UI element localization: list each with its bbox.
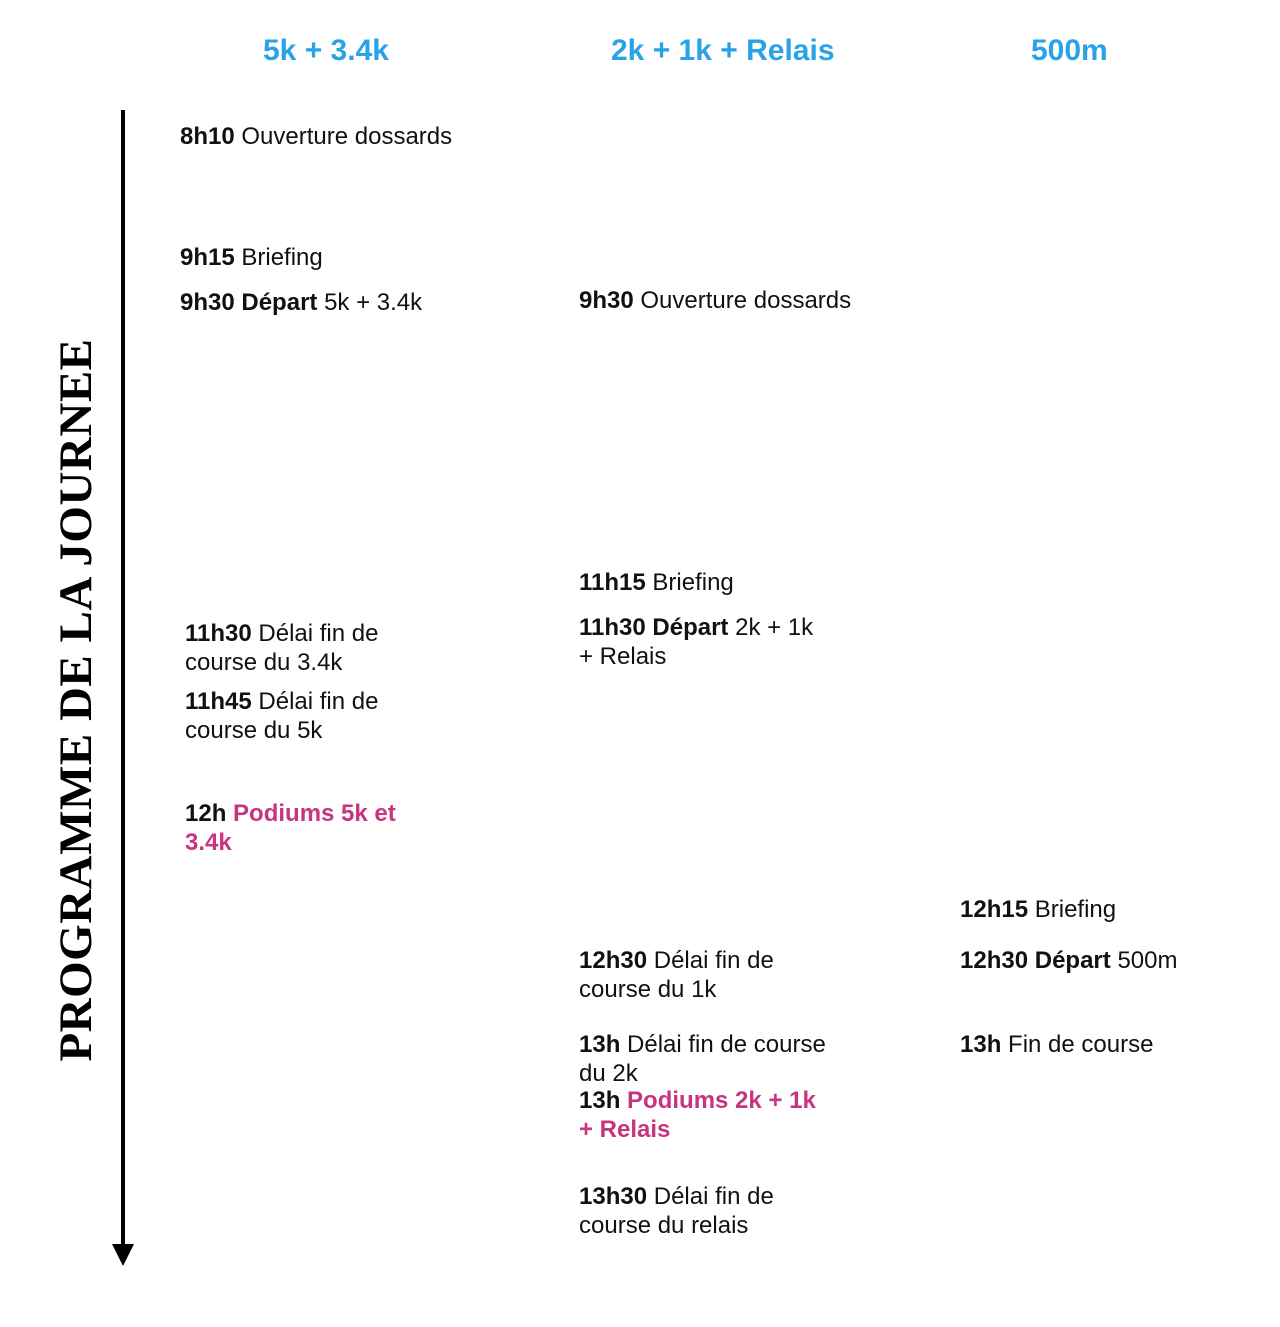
event-text: 500m: [1117, 947, 1178, 974]
event-start-2k-1k-relais: [579, 613, 829, 671]
column-header-500m: 500m: [1031, 34, 1108, 67]
event-deadline-5k: [185, 687, 435, 745]
event-text: Fin de course: [1008, 1031, 1154, 1058]
event-time: 12h30: [960, 947, 1029, 974]
event-briefing-3: [960, 895, 1116, 924]
event-deadline-1k: [579, 946, 829, 1004]
event-text: Ouverture dossards: [640, 287, 852, 314]
event-time: 13h: [960, 1031, 1002, 1058]
event-time: 11h15: [579, 569, 646, 596]
event-text: Délai fin de course du 2k: [579, 1031, 826, 1087]
event-deadline-3-4k: [185, 619, 435, 677]
timeline-line: [121, 110, 125, 1248]
event-label: Départ: [1034, 947, 1111, 974]
event-briefing-2: [579, 568, 734, 597]
event-podiums-2k-1k-relais: [579, 1086, 829, 1144]
event-start-500m: [960, 946, 1177, 975]
event-time: 13h30: [579, 1183, 648, 1210]
event-opening-bibs-1: [180, 122, 452, 151]
event-time: 8h10: [180, 123, 235, 150]
arrow-down-icon: [112, 1244, 134, 1266]
event-text: Délai fin de course du relais: [579, 1183, 774, 1239]
event-time: 12h: [185, 800, 227, 827]
event-start-5k-3-4k: [180, 288, 422, 317]
event-highlight: Podiums 5k et 3.4k: [185, 800, 396, 856]
event-time: 13h: [579, 1087, 621, 1114]
event-deadline-2k: [579, 1030, 829, 1088]
event-time: 9h30: [579, 287, 634, 314]
column-header-2k-1k-relais: 2k + 1k + Relais: [611, 34, 835, 67]
event-time: 11h30: [579, 614, 646, 641]
event-time: 12h15: [960, 896, 1029, 923]
event-highlight: Podiums 2k + 1k + Relais: [579, 1087, 816, 1143]
event-time: 9h30: [180, 289, 235, 316]
event-time: 11h45: [185, 688, 252, 715]
event-time: 13h: [579, 1031, 621, 1058]
event-briefing-1: [180, 243, 323, 272]
event-end-500m: [960, 1030, 1153, 1059]
event-label: Départ: [652, 614, 729, 641]
event-text: Ouverture dossards: [241, 123, 453, 150]
event-opening-bibs-2: [579, 286, 851, 315]
event-text: Briefing: [652, 569, 734, 596]
event-time: 11h30: [185, 620, 252, 647]
event-text: Briefing: [1034, 896, 1117, 923]
event-text: 2k + 1k + Relais: [579, 614, 814, 670]
page-title: PROGRAMME DE LA JOURNEE: [50, 338, 102, 1062]
event-text: Délai fin de course du 1k: [579, 947, 774, 1003]
event-deadline-relais: [579, 1182, 829, 1240]
event-time: 12h30: [579, 947, 648, 974]
event-podiums-5k-3-4k: [185, 799, 435, 857]
event-text: Délai fin de course du 5k: [185, 688, 379, 744]
event-text: Briefing: [241, 244, 323, 271]
event-label: Départ: [241, 289, 318, 316]
event-text: 5k + 3.4k: [324, 289, 423, 316]
event-text: Délai fin de course du 3.4k: [185, 620, 379, 676]
event-time: 9h15: [180, 244, 235, 271]
column-header-5k-3-4k: 5k + 3.4k: [263, 34, 389, 67]
